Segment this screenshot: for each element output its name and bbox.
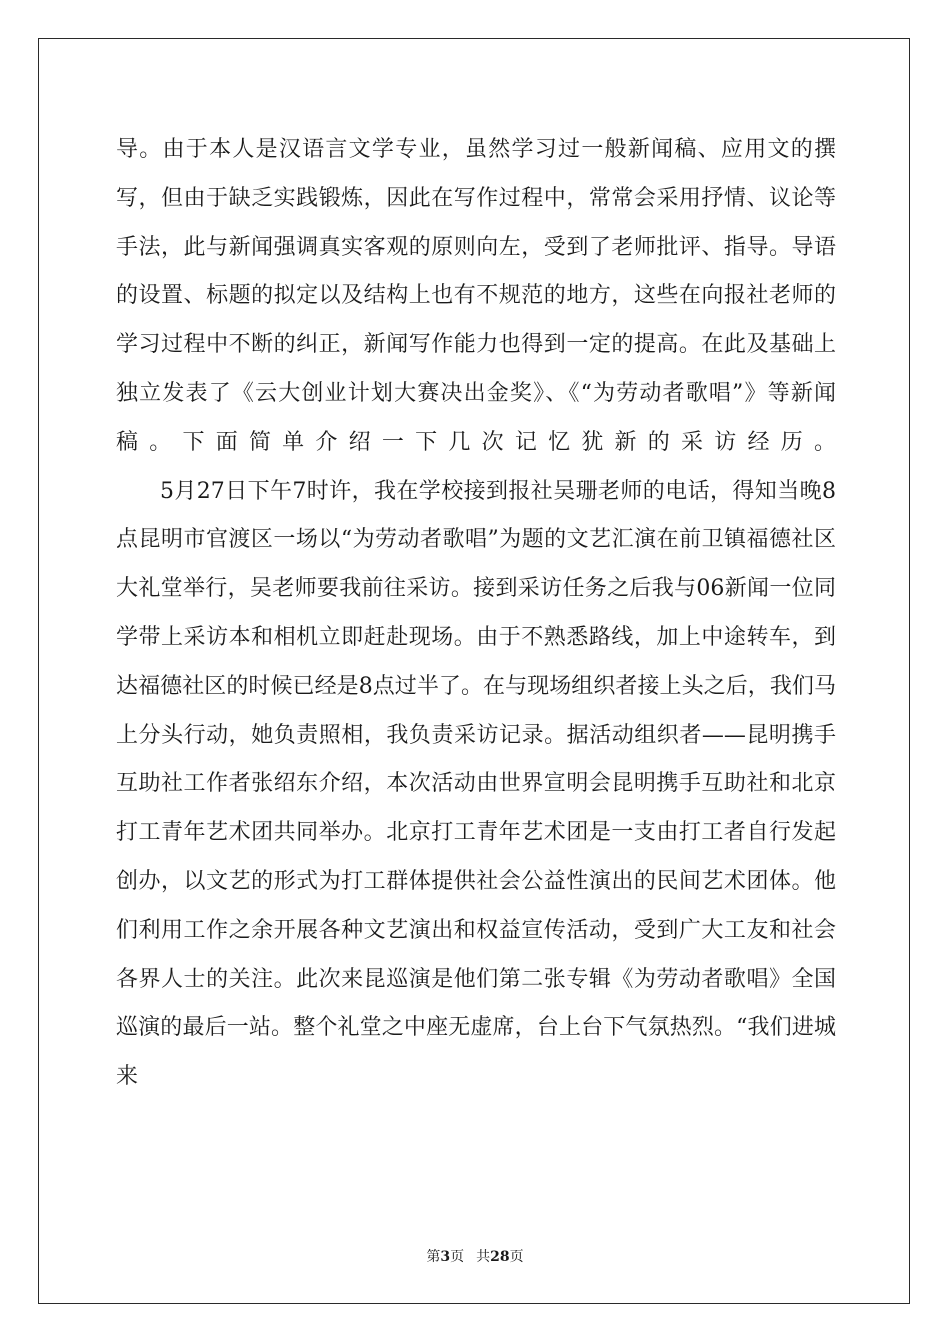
paragraph-2: 5月27日下午7时许，我在学校接到报社吴珊老师的电话，得知当晚8点昆明市官渡区一场以“为劳动者歌唱”为题的文艺汇演在前卫镇福德社区大礼堂举行，吴老师要我前往采访。接到采访任务之后我与06新闻一位同学带上采访本和相机立即赶赴现场。由于不熟悉路线，加上中途转车，到达福德社区的时候已经是8点过半了。在与现场组织者接上头之后，我们马上分头行动，她负责照相，我负责采访记录。据活动组织者——昆明携手互助社工作者张绍东介绍，本次活动由世界宣明会昆明携手互助社和北京打工青年艺术团共同举办。北京打工青年艺术团是一支由打工者自行发起创办，以文艺的形式为打工群体提供社会公益性演出的民间艺术团体。他们利用工作之余开展各种文艺演出和权益宣传活动，受到广大工友和社会各界人士的关注。此次来昆巡演是他们第二张专辑《为劳动者歌唱》全国巡演的最后一站。整个礼堂之中座无虚席，台上台下气氛热烈。“我们进城来: [116, 478, 836, 1090]
page-number: 3: [440, 1249, 451, 1265]
paragraph-1: 导。由于本人是汉语言文学专业，虽然学习过一般新闻稿、应用文的撰写，但由于缺乏实践锻炼，因此在写作过程中，常常会采用抒情、议论等手法，此与新闻强调真实客观的原则向左，受到了老师批评、指导。导语的设置、标题的拟定以及结构上也有不规范的地方，这些在向报社老师的学习过程中不断的纠正，新闻写作能力也得到一定的提高。在此及基础上独立发表了《云大创业计划大赛决出金奖》、《“为劳动者歌唱”》等新闻稿。下面简单介绍一下几次记忆犹新的采访经历。: [116, 137, 836, 455]
page-suffix: 页: [450, 1249, 465, 1265]
total-suffix: 页: [509, 1249, 524, 1265]
document-body: [116, 126, 836, 1102]
page-prefix: 第: [426, 1249, 441, 1265]
total-pages: 28: [490, 1249, 510, 1265]
total-prefix: 共: [476, 1249, 491, 1265]
page-footer: [0, 1246, 950, 1266]
